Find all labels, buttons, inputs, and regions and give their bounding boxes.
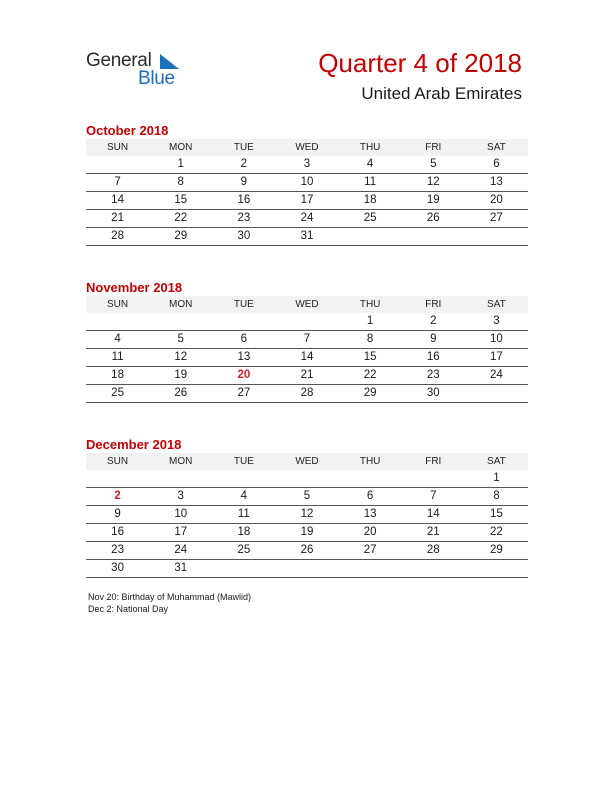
- day-cell: 21: [111, 212, 124, 224]
- day-cell: 12: [300, 508, 314, 520]
- day-cell: 3: [303, 158, 311, 170]
- weekday-label: TUE: [233, 456, 254, 467]
- logo-general-text: General: [86, 50, 152, 71]
- day-cell: [275, 470, 338, 487]
- week-row: [86, 331, 528, 349]
- week-row: [86, 560, 528, 578]
- day-cell: 17: [490, 351, 503, 363]
- day-cell: 30: [237, 230, 251, 242]
- day-cell: [465, 385, 528, 402]
- weekday-label: SAT: [487, 299, 506, 310]
- weekday-label: SAT: [487, 456, 506, 467]
- weekday-label: MON: [169, 299, 193, 310]
- day-cell: 28: [111, 230, 124, 242]
- weekday-label: WED: [295, 456, 319, 467]
- day-cell: 19: [174, 369, 188, 381]
- day-cell: 15: [363, 351, 377, 363]
- week-row: [86, 210, 528, 228]
- day-cell: 8: [493, 490, 500, 502]
- day-cell: 5: [177, 333, 184, 345]
- day-cell: [402, 228, 465, 245]
- weekday-header: [86, 453, 528, 470]
- day-cell: [339, 228, 402, 245]
- week-row: [86, 488, 528, 506]
- day-cell: 17: [174, 526, 188, 538]
- week-row: [86, 228, 528, 246]
- day-cell: 12: [174, 351, 188, 363]
- day-cell: 27: [237, 387, 251, 399]
- day-cell: 1: [177, 158, 184, 170]
- weekday-header: [86, 139, 528, 156]
- day-cell: 29: [490, 544, 503, 556]
- day-cell: 6: [366, 490, 374, 502]
- weekday-label: FRI: [425, 299, 442, 310]
- day-cell: [86, 156, 149, 173]
- day-cell: 18: [111, 369, 124, 381]
- generalblue-logo: [86, 50, 196, 92]
- day-cell: [275, 313, 338, 330]
- day-cell: [212, 313, 275, 330]
- day-cell: 15: [174, 194, 188, 206]
- holiday-day-cell: 20: [237, 369, 251, 381]
- day-cell: 19: [300, 526, 314, 538]
- day-cell: 20: [490, 194, 503, 206]
- weekday-label: SUN: [107, 456, 129, 467]
- day-cell: 21: [300, 369, 314, 381]
- weekday-header: [86, 296, 528, 313]
- day-cell: 5: [430, 158, 437, 170]
- week-row: [86, 506, 528, 524]
- day-cell: 1: [493, 472, 500, 484]
- day-cell: [86, 470, 149, 487]
- weekday-label: THU: [359, 142, 381, 153]
- day-cell: 9: [240, 176, 248, 188]
- day-cell: 14: [300, 351, 314, 363]
- week-row: [86, 156, 528, 174]
- day-cell: 12: [426, 176, 440, 188]
- day-cell: [339, 470, 402, 487]
- day-cell: 17: [300, 194, 314, 206]
- day-cell: [339, 560, 402, 577]
- day-cell: 24: [300, 212, 314, 224]
- day-cell: 29: [363, 387, 377, 399]
- day-cell: [212, 470, 275, 487]
- calendar-grid: [86, 139, 528, 246]
- day-cell: 28: [300, 387, 314, 399]
- day-cell: 24: [174, 544, 188, 556]
- day-cell: 3: [493, 315, 500, 327]
- day-cell: 28: [426, 544, 440, 556]
- weekday-label: WED: [295, 142, 319, 153]
- day-cell: 26: [174, 387, 188, 399]
- week-row: [86, 174, 528, 192]
- day-cell: 21: [426, 526, 440, 538]
- day-cell: 23: [426, 369, 440, 381]
- logo-blue-text: Blue: [138, 68, 175, 89]
- day-cell: 7: [430, 490, 437, 502]
- day-cell: 9: [114, 508, 121, 520]
- holiday-note: Nov 20: Birthday of Muhammad (Mawlid): [88, 592, 252, 602]
- day-cell: 26: [300, 544, 314, 556]
- day-cell: 14: [426, 508, 440, 520]
- day-cell: [402, 470, 465, 487]
- day-cell: 22: [490, 526, 503, 538]
- day-cell: 16: [237, 194, 251, 206]
- day-cell: 13: [237, 351, 251, 363]
- month-december: [86, 436, 528, 578]
- day-cell: 11: [237, 508, 250, 520]
- week-row: [86, 524, 528, 542]
- day-cell: 5: [303, 490, 311, 502]
- day-cell: 29: [174, 230, 188, 242]
- week-row: [86, 313, 528, 331]
- day-cell: 23: [237, 212, 251, 224]
- day-cell: 14: [111, 194, 124, 206]
- day-cell: [465, 560, 528, 577]
- holiday-note: Dec 2: National Day: [88, 604, 169, 614]
- day-cell: 15: [490, 508, 503, 520]
- day-cell: 26: [426, 212, 440, 224]
- week-row: [86, 349, 528, 367]
- day-cell: 13: [490, 176, 503, 188]
- day-cell: 18: [363, 194, 377, 206]
- day-cell: 7: [114, 176, 121, 188]
- day-cell: 4: [240, 490, 248, 502]
- country-name: United Arab Emirates: [361, 84, 522, 103]
- month-title: November 2018: [86, 280, 183, 295]
- day-cell: 6: [240, 333, 248, 345]
- day-cell: 7: [303, 333, 311, 345]
- month-october: [86, 122, 528, 246]
- weekday-label: WED: [295, 299, 319, 310]
- day-cell: 8: [366, 333, 374, 345]
- week-row: [86, 192, 528, 210]
- day-cell: 30: [111, 562, 124, 574]
- weekday-label: FRI: [425, 142, 442, 153]
- day-cell: 19: [426, 194, 440, 206]
- weekday-label: THU: [359, 456, 381, 467]
- day-cell: 11: [111, 351, 124, 363]
- day-cell: 27: [490, 212, 503, 224]
- day-cell: 31: [300, 230, 314, 242]
- month-title: October 2018: [86, 123, 169, 138]
- day-cell: 16: [111, 526, 124, 538]
- day-cell: [86, 313, 149, 330]
- holiday-notes: [88, 591, 251, 615]
- holiday-day-cell: 2: [114, 490, 121, 502]
- day-cell: [149, 313, 212, 330]
- day-cell: 3: [177, 490, 184, 502]
- day-cell: 10: [300, 176, 314, 188]
- week-row: [86, 367, 528, 385]
- calendar-grid: [86, 296, 528, 403]
- weekday-label: TUE: [233, 299, 254, 310]
- day-cell: 27: [363, 544, 377, 556]
- day-cell: 4: [366, 158, 374, 170]
- day-cell: 16: [426, 351, 440, 363]
- day-cell: 24: [490, 369, 503, 381]
- day-cell: [465, 228, 528, 245]
- day-cell: 6: [493, 158, 500, 170]
- day-cell: 10: [174, 508, 188, 520]
- day-cell: 25: [237, 544, 251, 556]
- weekday-label: THU: [359, 299, 381, 310]
- day-cell: 30: [426, 387, 440, 399]
- day-cell: 31: [174, 562, 188, 574]
- weekday-label: MON: [169, 142, 193, 153]
- day-cell: 22: [174, 212, 188, 224]
- day-cell: 25: [111, 387, 124, 399]
- day-cell: [275, 560, 338, 577]
- weekday-label: SUN: [107, 299, 129, 310]
- day-cell: 11: [364, 176, 377, 188]
- day-cell: 4: [114, 333, 121, 345]
- day-cell: 1: [366, 315, 374, 327]
- day-cell: 18: [237, 526, 251, 538]
- month-title: December 2018: [86, 437, 182, 452]
- day-cell: 2: [240, 158, 248, 170]
- day-cell: 25: [363, 212, 377, 224]
- day-cell: [402, 560, 465, 577]
- day-cell: 23: [111, 544, 124, 556]
- weekday-label: FRI: [425, 456, 442, 467]
- week-row: [86, 542, 528, 560]
- month-november: [86, 279, 528, 403]
- day-cell: 20: [363, 526, 377, 538]
- calendar-grid: [86, 453, 528, 578]
- weekday-label: MON: [169, 456, 193, 467]
- day-cell: [149, 470, 212, 487]
- day-cell: 13: [363, 508, 377, 520]
- logo-triangle-icon: [160, 54, 179, 69]
- day-cell: 10: [490, 333, 503, 345]
- day-cell: [212, 560, 275, 577]
- weekday-label: SAT: [487, 142, 506, 153]
- day-cell: 2: [430, 315, 437, 327]
- weekday-label: SUN: [107, 142, 129, 153]
- weekday-label: TUE: [233, 142, 254, 153]
- day-cell: 22: [363, 369, 377, 381]
- day-cell: 8: [177, 176, 184, 188]
- day-cell: 9: [430, 333, 437, 345]
- week-row: [86, 385, 528, 403]
- page-title: Quarter 4 of 2018: [318, 48, 522, 78]
- week-row: [86, 470, 528, 488]
